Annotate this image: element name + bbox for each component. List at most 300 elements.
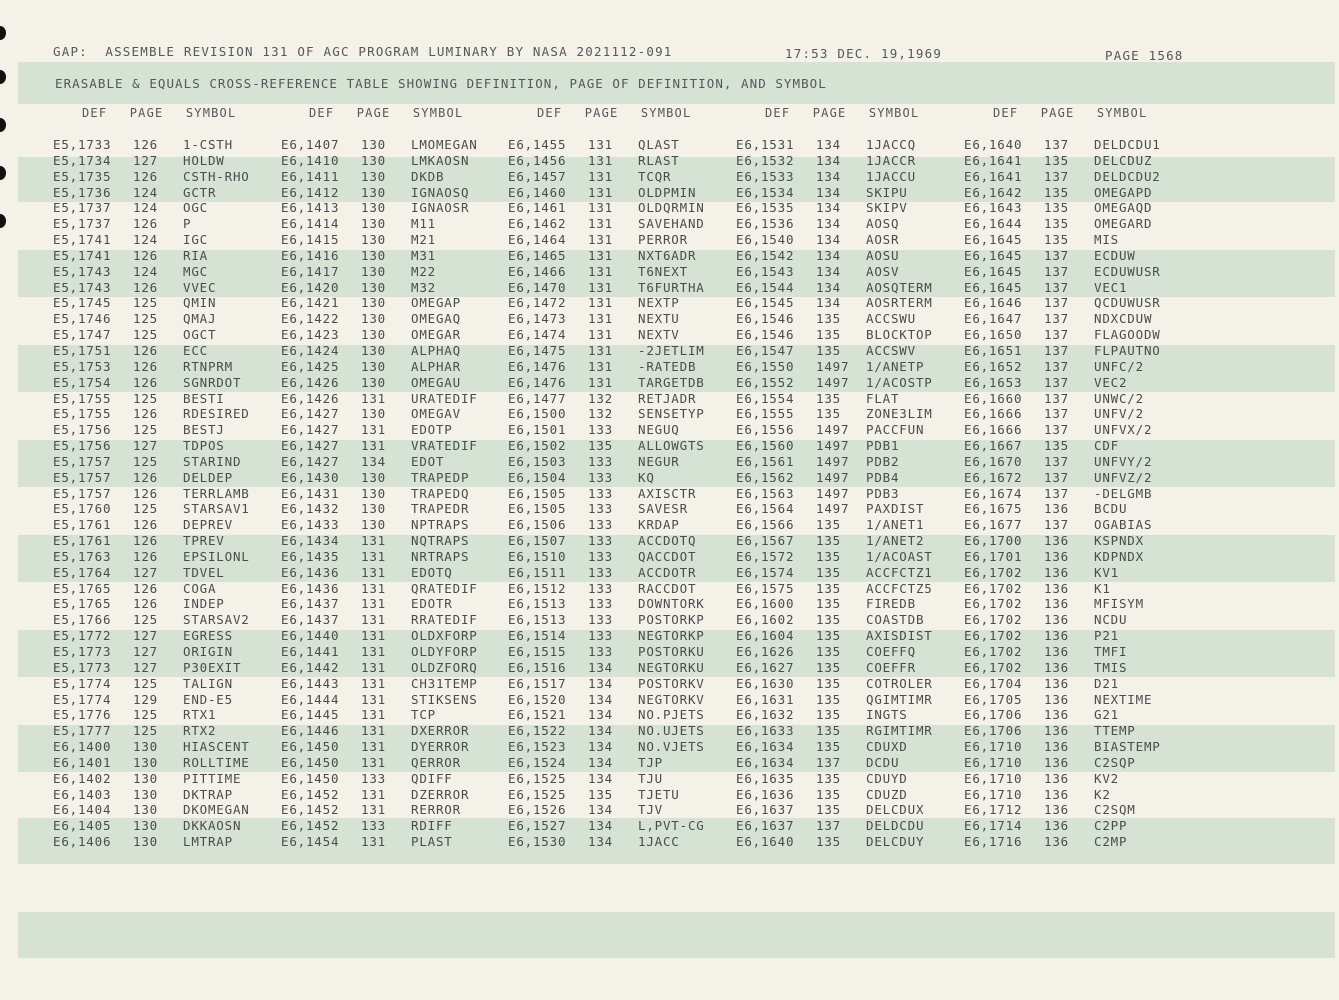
page-cell: 135 (816, 770, 841, 786)
definition-cell: E6,1421 (281, 295, 340, 311)
definition-cell: E5,1753 (53, 358, 112, 374)
symbol-cell: RTNPRM (183, 358, 233, 374)
definition-cell: E6,1511 (508, 564, 567, 580)
definition-cell: E5,1765 (53, 580, 112, 596)
page-cell: 137 (1044, 327, 1069, 343)
page-cell: 126 (133, 374, 158, 390)
page-cell: 135 (816, 739, 841, 755)
page-cell: 131 (361, 802, 386, 818)
symbol-cell: DELDEP (183, 469, 233, 485)
symbol-cell: ACCFCTZ1 (866, 564, 933, 580)
page-cell: 137 (1044, 422, 1069, 438)
page-cell: 130 (133, 834, 158, 850)
definition-cell: E6,1552 (736, 374, 795, 390)
definition-cell: E6,1710 (964, 786, 1023, 802)
symbol-cell: VEC1 (1094, 279, 1128, 295)
symbol-cell: POSTORKP (638, 612, 705, 628)
symbol-cell: DELDCDU2 (1094, 168, 1161, 184)
symbol-cell: TARGETDB (638, 374, 705, 390)
symbol-cell: MIS (1094, 232, 1119, 248)
definition-cell: E6,1402 (53, 770, 112, 786)
symbol-cell: CH31TEMP (411, 675, 478, 691)
page-cell: 135 (816, 596, 841, 612)
page-cell: 125 (133, 390, 158, 406)
symbol-cell: P30EXIT (183, 659, 242, 675)
page-cell: 135 (816, 691, 841, 707)
symbol-cell: C2MP (1094, 834, 1128, 850)
symbol-cell: CDUYD (866, 770, 908, 786)
page-cell: 135 (816, 707, 841, 723)
definition-cell: E5,1765 (53, 596, 112, 612)
page-cell: 136 (1044, 644, 1069, 659)
symbol-cell: NEXTP (638, 295, 680, 311)
page-cell: 130 (133, 802, 158, 818)
page-cell: 129 (133, 691, 158, 707)
symbol-cell: DKTRAP (183, 786, 233, 802)
column-header-page: PAGE (129, 106, 164, 120)
definition-cell: E5,1737 (53, 216, 112, 232)
column-header-def: DEF (993, 106, 1019, 120)
symbol-cell: HIASCENT (183, 739, 250, 755)
definition-cell: E5,1772 (53, 628, 112, 644)
definition-cell: E6,1407 (281, 137, 340, 152)
page-cell: 127 (133, 438, 158, 454)
page-cell: 124 (133, 184, 158, 200)
page-cell: 134 (816, 247, 841, 263)
symbol-cell: TDPOS (183, 438, 225, 454)
symbol-cell: 1/ACOSTP (866, 374, 933, 390)
definition-cell: E6,1426 (281, 390, 340, 406)
definition-cell: E6,1450 (281, 754, 340, 770)
symbol-cell: -DELGMB (1094, 485, 1153, 501)
symbol-cell: NEGTORKU (638, 659, 705, 675)
symbol-cell: EDOTQ (411, 564, 453, 580)
symbol-cell: QMIN (183, 295, 217, 311)
page-cell: 137 (1044, 517, 1069, 533)
page-cell: 125 (133, 675, 158, 691)
symbol-cell: LMKAOSN (411, 152, 470, 168)
definition-cell: E5,1741 (53, 247, 112, 263)
symbol-cell: TJP (638, 754, 663, 770)
page-cell: 130 (361, 152, 386, 168)
definition-cell: E5,1761 (53, 517, 112, 533)
symbol-cell: OGCT (183, 327, 217, 343)
header-page-number: PAGE 1568 (1105, 48, 1184, 63)
page-cell: 136 (1044, 770, 1069, 786)
definition-cell: E6,1530 (508, 834, 567, 850)
symbol-cell: TDVEL (183, 564, 225, 580)
page-cell: 131 (588, 327, 613, 343)
page-cell: 133 (588, 580, 613, 596)
definition-cell: E6,1452 (281, 818, 340, 834)
definition-cell: E6,1436 (281, 564, 340, 580)
definition-cell: E6,1513 (508, 596, 567, 612)
page-cell: 130 (361, 311, 386, 327)
definition-cell: E6,1504 (508, 469, 567, 485)
definition-cell: E6,1476 (508, 358, 567, 374)
symbol-cell: PERROR (638, 232, 688, 248)
definition-cell: E6,1531 (736, 137, 795, 152)
symbol-cell: ECDUWUSR (1094, 263, 1161, 279)
definition-cell: E5,1743 (53, 263, 112, 279)
page-cell: 136 (1044, 501, 1069, 517)
page-cell: 134 (816, 295, 841, 311)
definition-cell: E6,1415 (281, 232, 340, 248)
page-cell: 136 (1044, 628, 1069, 644)
page-cell: 137 (1044, 342, 1069, 358)
definition-cell: E5,1755 (53, 406, 112, 422)
symbol-cell: OMEGAP (411, 295, 461, 311)
symbol-cell: FLAT (866, 390, 900, 406)
definition-cell: E6,1442 (281, 659, 340, 675)
definition-cell: E6,1642 (964, 184, 1023, 200)
page-cell: 136 (1044, 818, 1069, 834)
symbol-cell: STARSAV2 (183, 612, 250, 628)
page-cell: 131 (361, 564, 386, 580)
page-cell: 134 (816, 279, 841, 295)
page-cell: 131 (361, 596, 386, 612)
page-cell: 136 (1044, 754, 1069, 770)
definition-cell: E6,1424 (281, 342, 340, 358)
page-cell: 126 (133, 358, 158, 374)
page-cell: 135 (816, 802, 841, 818)
symbol-cell: NPTRAPS (411, 517, 470, 533)
page-cell: 133 (588, 422, 613, 438)
definition-cell: E6,1602 (736, 612, 795, 628)
symbol-cell: OMEGAPD (1094, 184, 1153, 200)
definition-cell: E6,1702 (964, 644, 1023, 659)
symbol-cell: SKIPV (866, 200, 908, 216)
page-cell: 126 (133, 596, 158, 612)
page-cell: 133 (588, 612, 613, 628)
column-header-symbol: SYMBOL (412, 106, 464, 120)
symbol-cell: ORIGIN (183, 644, 233, 659)
page-cell: 135 (816, 564, 841, 580)
symbol-cell: TCP (411, 707, 436, 723)
definition-cell: E5,1736 (53, 184, 112, 200)
symbol-cell: M22 (411, 263, 436, 279)
column-header-page: PAGE (1040, 106, 1075, 120)
page-cell: 1497 (816, 358, 850, 374)
page-cell: 137 (1044, 453, 1069, 469)
page-cell: 134 (588, 675, 613, 691)
definition-cell: E6,1627 (736, 659, 795, 675)
page-cell: 137 (1044, 390, 1069, 406)
symbol-cell: T6NEXT (638, 263, 688, 279)
definition-cell: E6,1645 (964, 232, 1023, 248)
symbol-cell: NEGUR (638, 453, 680, 469)
definition-cell: E6,1452 (281, 786, 340, 802)
definition-cell: E6,1505 (508, 485, 567, 501)
symbol-cell: POSTORKV (638, 675, 705, 691)
definition-cell: E6,1647 (964, 311, 1023, 327)
definition-cell: E6,1702 (964, 659, 1023, 675)
symbol-cell: P (183, 216, 192, 232)
definition-cell: E6,1434 (281, 533, 340, 549)
symbol-cell: ACCDOTR (638, 564, 697, 580)
symbol-cell: 1/ANET2 (866, 533, 925, 549)
page-cell: 131 (588, 295, 613, 311)
symbol-cell: NXT6ADR (638, 247, 697, 263)
definition-cell: E5,1751 (53, 342, 112, 358)
page-cell: 131 (361, 675, 386, 691)
page-cell: 125 (133, 327, 158, 343)
definition-cell: E6,1545 (736, 295, 795, 311)
definition-cell: E6,1515 (508, 644, 567, 659)
definition-cell: E6,1556 (736, 422, 795, 438)
definition-cell: E5,1764 (53, 564, 112, 580)
symbol-cell: COEFFR (866, 659, 916, 675)
page-cell: 137 (816, 818, 841, 834)
page-cell: 136 (1044, 596, 1069, 612)
symbol-cell: NO.PJETS (638, 707, 705, 723)
page-cell: 131 (361, 723, 386, 739)
definition-cell: E6,1561 (736, 453, 795, 469)
page-cell: 135 (816, 723, 841, 739)
page-cell: 131 (588, 152, 613, 168)
symbol-cell: KQ (638, 469, 655, 485)
page-cell: 130 (361, 168, 386, 184)
definition-cell: E6,1465 (508, 247, 567, 263)
definition-cell: E5,1737 (53, 200, 112, 216)
page-cell: 136 (1044, 739, 1069, 755)
definition-cell: E6,1440 (281, 628, 340, 644)
symbol-cell: QLAST (638, 137, 680, 152)
symbol-cell: RGIMTIMR (866, 723, 933, 739)
symbol-cell: RDESIRED (183, 406, 250, 422)
page-cell: 135 (816, 644, 841, 659)
symbol-cell: NRTRAPS (411, 548, 470, 564)
page-cell: 134 (816, 152, 841, 168)
page-cell: 134 (361, 453, 386, 469)
definition-cell: E6,1710 (964, 754, 1023, 770)
page-cell: 131 (361, 390, 386, 406)
definition-cell: E6,1516 (508, 659, 567, 675)
page-cell: 135 (816, 628, 841, 644)
symbol-cell: M21 (411, 232, 436, 248)
symbol-cell: UNFVY/2 (1094, 453, 1153, 469)
definition-cell: E6,1420 (281, 279, 340, 295)
symbol-cell: UNFVZ/2 (1094, 469, 1153, 485)
definition-cell: E6,1425 (281, 358, 340, 374)
column-header-def: DEF (765, 106, 791, 120)
page-cell: 125 (133, 422, 158, 438)
symbol-cell: K1 (1094, 580, 1111, 596)
symbol-cell: COTROLER (866, 675, 933, 691)
page-cell: 134 (816, 200, 841, 216)
column-header-symbol: SYMBOL (185, 106, 237, 120)
page-cell: 135 (816, 406, 841, 422)
symbol-cell: PDB3 (866, 485, 900, 501)
column-header-def: DEF (537, 106, 563, 120)
symbol-cell: ACCDOTQ (638, 533, 697, 549)
page-cell: 134 (816, 232, 841, 248)
symbol-cell: TRAPEDR (411, 501, 470, 517)
symbol-cell: VEC2 (1094, 374, 1128, 390)
definition-cell: E6,1542 (736, 247, 795, 263)
symbol-cell: TALIGN (183, 675, 233, 691)
page-cell: 131 (588, 184, 613, 200)
definition-cell: E5,1755 (53, 390, 112, 406)
definition-cell: E6,1535 (736, 200, 795, 216)
symbol-cell: MGC (183, 263, 208, 279)
definition-cell: E6,1446 (281, 723, 340, 739)
definition-cell: E6,1503 (508, 453, 567, 469)
definition-cell: E6,1454 (281, 834, 340, 850)
definition-cell: E6,1400 (53, 739, 112, 755)
symbol-cell: TTEMP (1094, 723, 1136, 739)
definition-cell: E6,1672 (964, 469, 1023, 485)
page-cell: 130 (361, 263, 386, 279)
page-cell: 136 (1044, 723, 1069, 739)
definition-cell: E6,1413 (281, 200, 340, 216)
page-cell: 133 (588, 533, 613, 549)
definition-cell: E6,1500 (508, 406, 567, 422)
column-header-page: PAGE (356, 106, 391, 120)
definition-cell: E6,1450 (281, 739, 340, 755)
symbol-cell: END-E5 (183, 691, 233, 707)
definition-cell: E5,1774 (53, 675, 112, 691)
definition-cell: E6,1674 (964, 485, 1023, 501)
page-cell: 124 (133, 200, 158, 216)
symbol-cell: AOSV (866, 263, 900, 279)
symbol-cell: OGABIAS (1094, 517, 1153, 533)
column-header-group (82, 106, 236, 120)
symbol-cell: OMEGAU (411, 374, 461, 390)
symbol-cell: OLDYFORP (411, 644, 478, 659)
page-cell: 130 (361, 374, 386, 390)
page-cell: 131 (361, 786, 386, 802)
page-cell: 137 (1044, 247, 1069, 263)
symbol-cell: KV1 (1094, 564, 1119, 580)
symbol-cell: UNWC/2 (1094, 390, 1144, 406)
symbol-cell: TJETU (638, 786, 680, 802)
symbol-cell: TJV (638, 802, 663, 818)
page-cell: 126 (133, 485, 158, 501)
page-cell: 137 (1044, 137, 1069, 152)
definition-cell: E5,1757 (53, 453, 112, 469)
symbol-cell: SKIPU (866, 184, 908, 200)
symbol-cell: RTX1 (183, 707, 217, 723)
symbol-cell: TCQR (638, 168, 672, 184)
page-cell: 127 (133, 152, 158, 168)
symbol-cell: TERRLAMB (183, 485, 250, 501)
symbol-cell: SGNRDOT (183, 374, 242, 390)
page-cell: 130 (361, 327, 386, 343)
definition-cell: E6,1677 (964, 517, 1023, 533)
definition-cell: E6,1640 (736, 834, 795, 850)
symbol-cell: P21 (1094, 628, 1119, 644)
symbol-cell: NQTRAPS (411, 533, 470, 549)
page-cell: 1497 (816, 485, 850, 501)
definition-cell: E6,1702 (964, 564, 1023, 580)
symbol-cell: RTX2 (183, 723, 217, 739)
symbol-cell: ACCSWU (866, 311, 916, 327)
definition-cell: E6,1550 (736, 358, 795, 374)
page-cell: 131 (361, 659, 386, 675)
column-header-def: DEF (309, 106, 335, 120)
page-cell: 131 (361, 644, 386, 659)
page-cell: 136 (1044, 659, 1069, 675)
symbol-cell: OGC (183, 200, 208, 216)
symbol-cell: RETJADR (638, 390, 697, 406)
page-cell: 126 (133, 168, 158, 184)
symbol-cell: HOLDW (183, 152, 225, 168)
definition-cell: E6,1422 (281, 311, 340, 327)
symbol-cell: NEGTORKP (638, 628, 705, 644)
definition-cell: E6,1641 (964, 152, 1023, 168)
symbol-cell: EPSILONL (183, 548, 250, 564)
symbol-cell: STARSAV1 (183, 501, 250, 517)
definition-cell: E6,1645 (964, 247, 1023, 263)
definition-cell: E6,1474 (508, 327, 567, 343)
definition-cell: E6,1652 (964, 358, 1023, 374)
page-cell: 136 (1044, 548, 1069, 564)
definition-cell: E6,1406 (53, 834, 112, 850)
definition-cell: E6,1436 (281, 580, 340, 596)
page-cell: 131 (588, 374, 613, 390)
page-cell: 124 (133, 232, 158, 248)
symbol-cell: LMTRAP (183, 834, 233, 850)
definition-cell: E6,1547 (736, 342, 795, 358)
column-header-symbol: SYMBOL (1096, 106, 1148, 120)
page-cell: 135 (816, 834, 841, 850)
symbol-cell: KV2 (1094, 770, 1119, 786)
symbol-cell: NEXTV (638, 327, 680, 343)
symbol-cell: FIREDB (866, 596, 916, 612)
definition-cell: E6,1632 (736, 707, 795, 723)
definition-cell: E6,1450 (281, 770, 340, 786)
punch-hole (0, 118, 6, 132)
symbol-cell: DZERROR (411, 786, 470, 802)
symbol-cell: COEFFQ (866, 644, 916, 659)
symbol-cell: EDOT (411, 453, 445, 469)
page-cell: 133 (361, 818, 386, 834)
definition-cell: E6,1651 (964, 342, 1023, 358)
definition-cell: E6,1423 (281, 327, 340, 343)
page-cell: 130 (361, 358, 386, 374)
page-cell: 126 (133, 216, 158, 232)
definition-cell: E6,1564 (736, 501, 795, 517)
symbol-cell: NCDU (1094, 612, 1128, 628)
column-header-group (309, 106, 463, 120)
definition-cell: E6,1600 (736, 596, 795, 612)
page-cell: 135 (816, 517, 841, 533)
symbol-cell: RRATEDIF (411, 612, 478, 628)
symbol-cell: DELDCDU (866, 818, 925, 834)
page-cell: 135 (816, 659, 841, 675)
stripe (18, 912, 1335, 958)
symbol-cell: COASTDB (866, 612, 925, 628)
page-cell: 136 (1044, 834, 1069, 850)
page-cell: 135 (816, 390, 841, 406)
symbol-cell: BIASTEMP (1094, 739, 1161, 755)
definition-cell: E5,1745 (53, 295, 112, 311)
definition-cell: E6,1636 (736, 786, 795, 802)
definition-cell: E6,1476 (508, 374, 567, 390)
page-cell: 135 (816, 327, 841, 343)
definition-cell: E6,1637 (736, 818, 795, 834)
definition-cell: E6,1701 (964, 548, 1023, 564)
page-cell: 135 (1044, 152, 1069, 168)
definition-cell: E6,1700 (964, 533, 1023, 549)
symbol-cell: ACCFCTZ5 (866, 580, 933, 596)
symbol-cell: TRAPEDQ (411, 485, 470, 501)
page-cell: 134 (588, 707, 613, 723)
page-cell: 130 (133, 786, 158, 802)
page-cell: 127 (133, 659, 158, 675)
definition-cell: E6,1452 (281, 802, 340, 818)
